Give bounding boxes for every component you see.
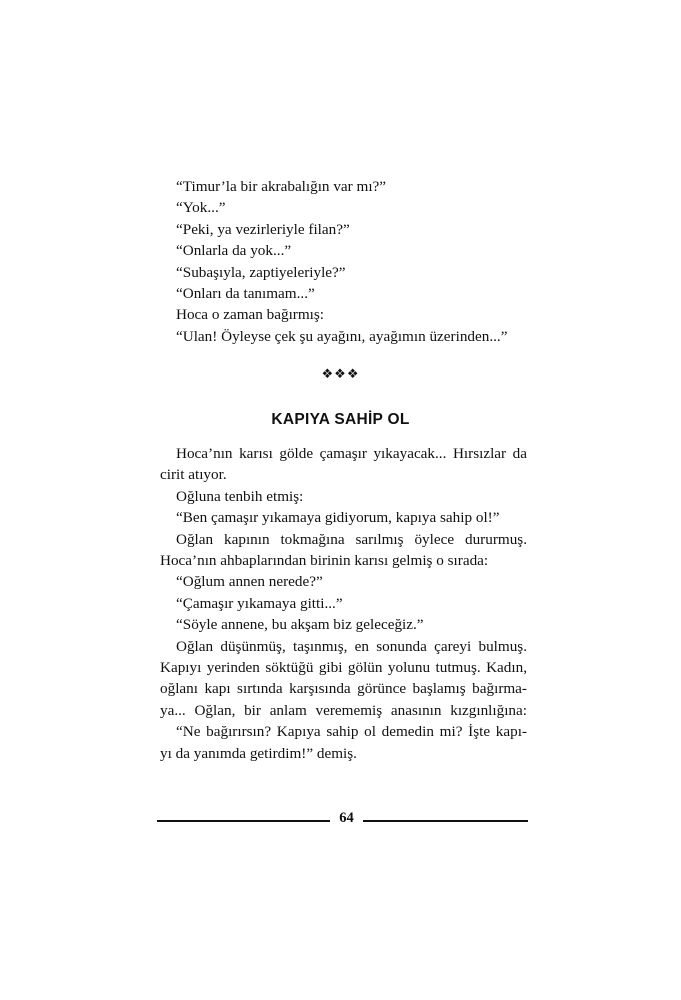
dialog-line: “Onları da tanımam...” — [176, 285, 315, 303]
dialog-line: “Peki, ya vezirleriyle filan?” — [176, 220, 350, 238]
dialog-line: Hoca o zaman bağırmış: — [176, 306, 325, 324]
footer-rule-right — [363, 820, 528, 822]
story-line: “Çamaşır yıkamaya gitti...” — [176, 594, 343, 612]
footer-rule-left — [157, 820, 330, 822]
story-line: Oğluna tenbih etmiş: — [176, 487, 304, 505]
page-number: 64 — [339, 810, 354, 826]
story-line: cirit atıyor. — [160, 466, 227, 484]
story-line: ya... Oğlan, bir anlam verememiş anasının kızgınlığına: — [160, 701, 527, 719]
section-divider-ornament: ❖❖❖ — [321, 367, 360, 382]
story-line: yı da yanımda getirdim!” demiş. — [160, 744, 357, 762]
story-line: “Ne bağırırsın? Kapıya sahip ol demedin mi? İşte kapı- — [176, 723, 527, 741]
story-title: KAPIYA SAHİP OL — [271, 411, 410, 428]
story-line: Hoca’nın karısı gölde çamaşır yıkayacak... Hırsızlar da — [176, 445, 527, 462]
story-line: oğlanı kapı sırtında karşısında görünce başlamış bağırma- — [160, 680, 527, 698]
story-line: “Ben çamaşır yıkamaya gidiyorum, kapıya sahip ol!” — [176, 509, 500, 527]
story-line: Kapıyı yerinden söktüğü gibi gölün yolunu tutmuş. Kadın, — [160, 659, 527, 677]
dialog-line: “Yok...” — [176, 199, 226, 217]
dialog-line: “Subaşıyla, zaptiyeleriyle?” — [176, 263, 346, 281]
dialog-line: “Ulan! Öyleyse çek şu ayağını, ayağımın üzerinden...” — [176, 327, 508, 345]
story-line: “Söyle annene, bu akşam biz geleceğiz.” — [176, 616, 424, 634]
story-line: “Oğlum annen nerede?” — [176, 573, 323, 591]
dialog-line: “Timur’la bir akrabalığın var mı?” — [176, 178, 387, 195]
previous-story-ending — [176, 176, 536, 347]
story-line: Oğlan kapının tokmağına sarılmış öylece dururmuş. — [176, 530, 527, 548]
story-line: Hoca’nın ahbaplarından birinin karısı gelmiş o sırada: — [160, 552, 489, 570]
story-line: Oğlan düşünmüş, taşınmış, en sonunda çareyi bulmuş. — [176, 637, 527, 655]
story-body — [160, 443, 527, 764]
dialog-line: “Onlarla da yok...” — [176, 242, 292, 260]
